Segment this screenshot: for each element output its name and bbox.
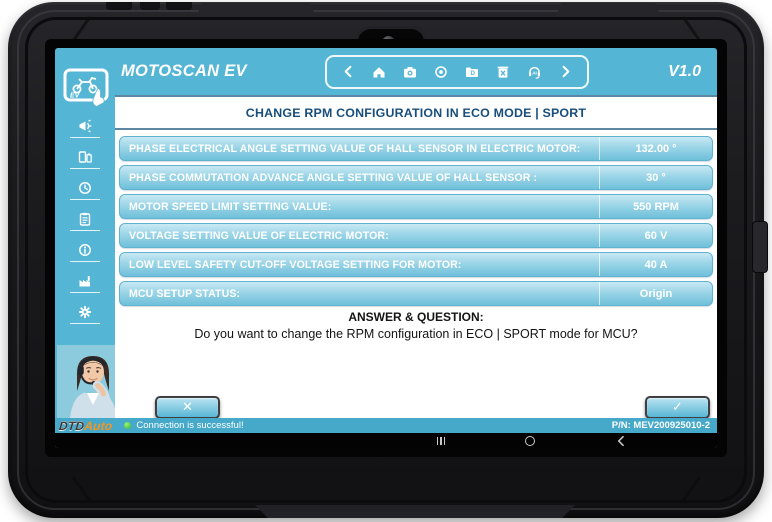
recents-icon[interactable] xyxy=(433,433,449,448)
divider xyxy=(70,230,100,231)
sidebar xyxy=(55,118,115,335)
camera-icon[interactable] xyxy=(402,64,418,80)
case-top-tab xyxy=(166,2,192,10)
back-icon[interactable] xyxy=(341,64,356,79)
cancel-button[interactable]: ✕ xyxy=(155,396,220,419)
setting-label: LOW LEVEL SAFETY CUT-OFF VOLTAGE SETTING FOR MOTOR: xyxy=(129,258,462,271)
case-top-tab xyxy=(140,2,160,10)
divider xyxy=(70,261,100,262)
setting-label: PHASE COMMUTATION ADVANCE ANGLE SETTING VALUE OF HALL SENSOR : xyxy=(129,171,538,184)
dtdauto-logo: DTDAuto xyxy=(58,418,114,433)
android-navbar xyxy=(55,433,717,448)
case-seam xyxy=(682,476,702,502)
setting-label: MCU SETUP STATUS: xyxy=(129,287,241,300)
sidebar-item-announcements[interactable] xyxy=(55,118,115,149)
home-icon[interactable] xyxy=(371,64,387,80)
settings-list xyxy=(115,130,717,306)
setting-row-voltage-setting[interactable] xyxy=(119,223,713,248)
forward-icon[interactable] xyxy=(558,64,573,79)
setting-row-mcu-setup-status[interactable] xyxy=(119,281,713,306)
voice-assistant-icon[interactable] xyxy=(526,64,543,80)
delete-file-icon[interactable] xyxy=(495,64,511,80)
setting-value: 550 RPM xyxy=(599,195,712,218)
svg-text:D: D xyxy=(470,69,476,77)
setting-row-phase-electrical-angle[interactable] xyxy=(119,136,713,161)
page-title-band xyxy=(115,95,717,130)
svg-text:EV: EV xyxy=(70,92,80,100)
setting-label: PHASE ELECTRICAL ANGLE SETTING VALUE OF HALL SENSOR IN ELECTRIC MOTOR: xyxy=(129,142,581,155)
divider xyxy=(70,168,100,169)
clipboard-icon xyxy=(77,211,93,227)
confirm-button[interactable]: ✓ xyxy=(645,396,710,419)
divider xyxy=(70,292,100,293)
app-header xyxy=(115,48,717,95)
case-ridge xyxy=(556,3,661,16)
question-heading: ANSWER & QUESTION: xyxy=(348,310,484,324)
setting-value: 132.00 ° xyxy=(599,137,712,160)
clock-icon xyxy=(77,180,93,196)
sidebar-item-history[interactable] xyxy=(55,180,115,211)
case-bottom-ridge xyxy=(255,505,575,518)
divider xyxy=(70,323,100,324)
connection-status-dot xyxy=(124,422,131,429)
setting-label: VOLTAGE SETTING VALUE OF ELECTRIC MOTOR: xyxy=(129,229,389,242)
app-version: V1.0 xyxy=(668,62,701,80)
sidebar-item-settings[interactable] xyxy=(55,304,115,335)
page-title: CHANGE RPM CONFIGURATION IN ECO MODE | SPORT xyxy=(245,105,587,120)
content-panel xyxy=(115,95,717,418)
factory-icon xyxy=(77,273,93,289)
app-title: MOTOSCAN EV xyxy=(121,62,247,80)
sidebar-item-factory[interactable] xyxy=(55,273,115,304)
gear-icon xyxy=(77,304,93,320)
back-chevron-icon[interactable] xyxy=(613,433,627,448)
setting-label: MOTOR SPEED LIMIT SETTING VALUE: xyxy=(129,200,332,213)
question-text: Do you want to change the RPM configuration in ECO | SPORT mode for MCU? xyxy=(194,327,638,341)
toolbar xyxy=(325,55,589,89)
app-screen xyxy=(55,48,717,448)
setting-row-phase-commutation-angle[interactable] xyxy=(119,165,713,190)
setting-row-motor-speed-limit[interactable] xyxy=(119,194,713,219)
connection-status-text: Connection is successful! xyxy=(136,420,244,431)
setting-value: 30 ° xyxy=(599,166,712,189)
sidebar-item-reports[interactable] xyxy=(55,211,115,242)
power-button xyxy=(752,221,768,273)
svg-text:AI: AI xyxy=(532,70,538,76)
setting-value: Origin xyxy=(599,282,712,305)
home-circle-icon[interactable] xyxy=(523,433,537,448)
sidebar-item-battery-charging[interactable] xyxy=(55,149,115,180)
record-icon[interactable] xyxy=(433,64,449,80)
divider xyxy=(70,137,100,138)
motorcycle-icon xyxy=(73,78,96,93)
question-block xyxy=(115,310,717,341)
setting-value: 60 V xyxy=(599,224,712,247)
sidebar-item-info[interactable] xyxy=(55,242,115,273)
battery-charging-icon xyxy=(77,149,93,165)
case-ridge xyxy=(196,3,316,16)
info-icon xyxy=(77,242,93,258)
setting-row-cutoff-voltage[interactable] xyxy=(119,252,713,277)
motoscan-logo[interactable] xyxy=(63,68,109,110)
case-top-tab xyxy=(106,2,132,10)
status-bar xyxy=(55,418,717,433)
megaphone-icon xyxy=(77,118,93,134)
divider xyxy=(70,199,100,200)
setting-value: 40 A xyxy=(599,253,712,276)
part-number: P/N: MEV200925010-2 xyxy=(611,420,710,431)
case-seam xyxy=(72,476,92,502)
documents-folder-icon[interactable] xyxy=(464,64,480,80)
